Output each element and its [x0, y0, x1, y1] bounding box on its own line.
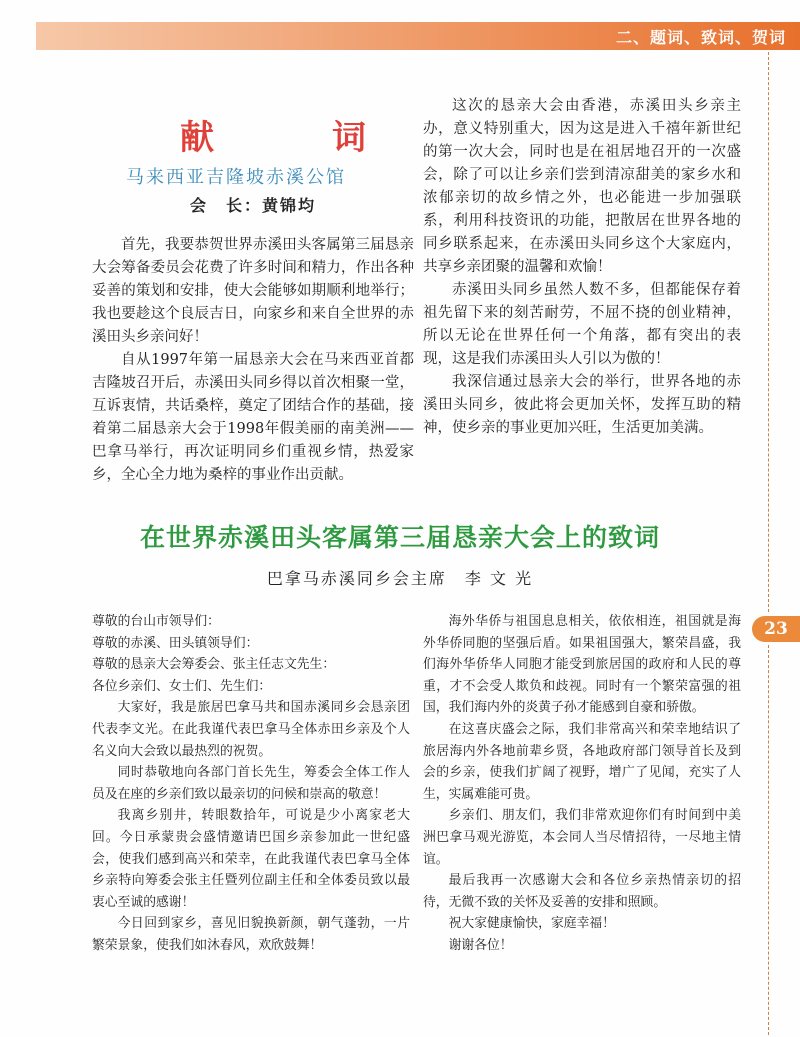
article2-column-right: [423, 611, 741, 957]
paragraph: 我离乡别井，转眼数拾年，可说是少小离家老大回。今日承蒙贵会盛情邀请巴国乡亲参加此一世纪盛会，使我们感到高兴和荣幸，在此我谨代表巴拿马全体乡亲特向筹委会张主任暨列位副主任和全体委员致以最衷心至诚的感谢！: [92, 808, 410, 910]
paragraph: 赤溪田头同乡虽然人数不多，但都能保存着祖先留下来的刻苦耐劳，不屈不挠的创业精神，所以无论在世界任何一个角落，都有突出的表现，这是我们赤溪田头人引以为傲的！: [423, 282, 741, 367]
page-number: 23: [752, 616, 800, 642]
article2-title: 在世界赤溪田头客属第三届恳亲大会上的致词: [139, 523, 660, 552]
article2-byline: 巴拿马赤溪同乡会主席 李 文 光: [266, 569, 534, 588]
paragraph: 最后我再一次感谢大会和各位乡亲热情亲切的招待，无微不致的关怀及妥善的安排和照顾。: [423, 873, 741, 910]
paragraph: 自从1997年第一届恳亲大会在马来西亚首都吉隆坡召开后，赤溪田头同乡得以首次相聚一堂，互诉衷情，共话桑梓，奠定了团结合作的基础，接着第二届恳亲大会于1998年假美丽的南美洲——巴拿马举行，再次证明同乡们重视乡情，热爱家乡，全心全力地为桑梓的事业作出贡献。: [92, 352, 414, 483]
paragraph: 海外华侨与祖国息息相关，依依相连，祖国就是海外华侨同胞的坚强后盾。如果祖国强大，繁荣昌盛，我们海外华侨华人同胞才能受到旅居国的政府和人民的尊重，才不会受人欺负和歧视。同时有一个繁荣富强的祖国，我们海内外的炎黄子孙才能感到自豪和骄傲。: [423, 614, 741, 716]
paragraph: 大家好，我是旅居巴拿马共和国赤溪同乡会恳亲团代表李文光。在此我谨代表巴拿马全体赤田乡亲及个人名义向大会致以最热烈的祝贺。: [92, 700, 410, 759]
section-label: 二、题词、致词、贺词: [615, 28, 786, 47]
paragraph: 尊敬的赤溪、田头镇领导们：: [92, 635, 259, 651]
article1-organization: 马来西亚吉隆坡赤溪公馆: [126, 167, 346, 188]
article1-column-right: [423, 95, 741, 440]
paragraph: 尊敬的台山市领导们：: [92, 614, 220, 629]
paragraph: 首先，我要恭贺世界赤溪田头客属第三届恳亲大会筹备委员会花费了许多时间和精力，作出各种妥善的策划和安排，使大会能够如期顺利地举行；我也要趁这个良辰吉日，向家乡和来自全世界的赤溪田头乡亲问好！: [92, 237, 414, 345]
paragraph: 这次的恳亲大会由香港，赤溪田头乡亲主办，意义特别重大，因为这是进入千禧年新世纪的第一次大会，同时也是在祖居地召开的一次盛会，除了可以让乡亲们尝到清凉甜美的家乡水和浓郁亲切的故乡情之外，也必能进一步加强联系，利用科技资讯的功能，把散居在世界各地的同乡联系起来，在赤溪田头同乡这个大家庭内，共享乡亲团聚的温馨和欢愉！: [423, 98, 741, 275]
article2-column-left: [92, 611, 410, 957]
section-header-bar: [36, 22, 800, 50]
paragraph: 祝大家健康愉快，家庭幸福！: [448, 916, 615, 932]
article1-column-left: [92, 234, 414, 487]
paragraph: 在这喜庆盛会之际，我们非常高兴和荣幸地结识了旅居海内外各地前辈乡贤，各地政府部门领导首长及到会的乡亲，使我们扩阔了视野，增广了见闻，充实了人生，实属难能可贵。: [423, 721, 741, 802]
margin-dashed-line-lower: [768, 645, 769, 1035]
paragraph: 今日回到家乡，喜见旧貌换新颜，朝气蓬勃，一片繁荣景象，使我们如沐春风，欢欣鼓舞！: [92, 916, 410, 953]
paragraph: 尊敬的恳亲大会筹委会、张主任志文先生：: [92, 657, 336, 673]
paragraph: 谢谢各位！: [448, 937, 513, 953]
paragraph: 同时恭敬地向各部门首长先生，筹委会全体工作人员及在座的乡亲们致以最亲切的问候和崇高的敬意！: [92, 765, 410, 802]
article1-title: 献 词: [180, 118, 408, 158]
paragraph: 我深信通过恳亲大会的举行，世界各地的赤溪田头同乡，彼此将会更加关怀，发挥互助的精神，使乡亲的事业更加兴旺，生活更加美满。: [423, 374, 741, 436]
paragraph: 乡亲们、朋友们，我们非常欢迎你们有时间到中美洲巴拿马观光游览，本会同人当尽情招待，一尽地主情谊。: [423, 808, 741, 867]
paragraph: 各位乡亲们、女士们、先生们：: [92, 678, 272, 694]
article1-president: 会 长：黄锦均: [190, 196, 317, 215]
